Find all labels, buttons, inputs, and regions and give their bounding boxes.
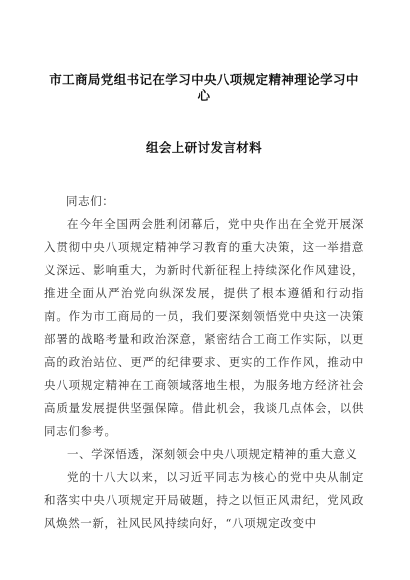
document-title-line-1: 市工商局党组书记在学习中央八项规定精神理论学习中心 <box>49 72 359 103</box>
document-title-line-2: 组会上研讨发言材料 <box>145 140 263 155</box>
document-body <box>44 190 364 535</box>
section-heading: 一、学深悟透，深刻领会中央八项规定精神的重大意义 <box>67 447 358 461</box>
intro-paragraph: 在今年全国两会胜利闭幕后，党中央作出在全党开展深入贯彻中央八项规定精神学习教育的重大决策，这一举措意义深远、影响重大，为新时代新征程上持续深化作风建设，推进全面从严治党向纵深发展，提供了根本遵循和行动指南。作为市工商局的一员，我们要深刻领悟党中央这一决策部署的战略考量和政治深意，紧密结合工商工作实际，以更高的政治站位、更严的纪律要求、更实的工作作风，推动中央八项规定精神在工商领域落地生根，为服务地方经济社会高质量发展提供坚强保障。借此机会，我谈几点体会，以供同志们参考。 <box>44 217 364 438</box>
section-paragraph: 党的十八大以来，以习近平同志为核心的党中央从制定和落实中央八项规定开局破题，持之以恒正风肃纪，党风政风焕然一新，社风民风持续向好，“八项规定改变中 <box>44 470 364 530</box>
salutation: 同志们： <box>66 194 115 208</box>
